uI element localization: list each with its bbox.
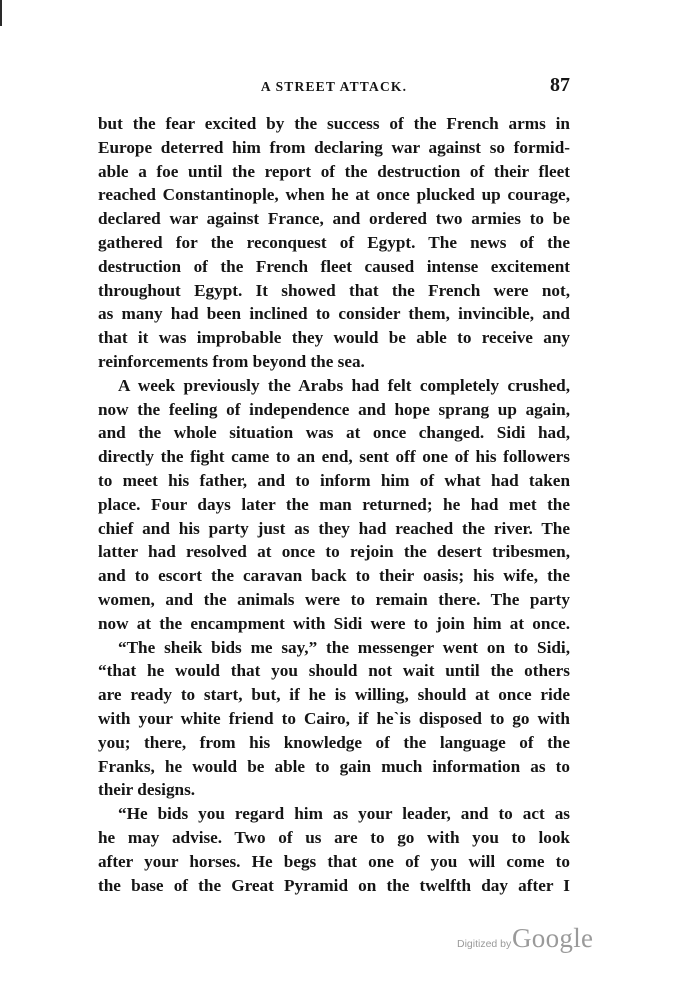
watermark-prefix: Digitized by bbox=[457, 938, 512, 950]
text-line: now at the encampment with Sidi were to join him at once. bbox=[98, 613, 570, 633]
page-header bbox=[98, 76, 570, 98]
page-number: 87 bbox=[550, 74, 570, 96]
text-line: with your white friend to Cairo, if he`is disposed to go with bbox=[98, 708, 570, 728]
text-line: “He bids you regard him as your leader, and to act as bbox=[118, 804, 570, 824]
text-line: you; there, from his knowledge of the language of the bbox=[98, 732, 570, 752]
text-line: directly the fight came to an end, sent off one of his followers bbox=[98, 447, 570, 467]
text-line: the base of the Great Pyramid on the twelfth day after I bbox=[98, 875, 570, 895]
text-line: destruction of the French fleet caused intense excitement bbox=[98, 256, 570, 276]
text-line: as many had been inclined to consider them, invincible, and bbox=[98, 304, 570, 324]
page-edge-rule bbox=[0, 0, 2, 26]
text-line: able a foe until the report of the destruction of their fleet bbox=[98, 161, 570, 181]
text-line: are ready to start, but, if he is willing, should at once ride bbox=[98, 685, 570, 705]
text-line: declared war against France, and ordered two armies to be bbox=[98, 209, 570, 229]
text-line: and the whole situation was at once changed. Sidi had, bbox=[98, 423, 570, 443]
text-line: now the feeling of independence and hope sprang up again, bbox=[98, 399, 570, 419]
text-line: chief and his party just as they had reached the river. The bbox=[98, 518, 570, 538]
body-text bbox=[98, 112, 570, 897]
text-line: their designs. bbox=[98, 780, 196, 800]
text-line: latter had resolved at once to rejoin the desert tribesmen, bbox=[98, 542, 570, 562]
text-line: women, and the animals were to remain there. The party bbox=[98, 589, 570, 609]
google-watermark bbox=[457, 920, 617, 960]
text-line: gathered for the reconquest of Egypt. The news of the bbox=[98, 232, 570, 252]
text-line: “that he would that you should not wait until the others bbox=[98, 661, 570, 681]
text-line: reinforcements from beyond the sea. bbox=[98, 351, 365, 371]
text-line: and to escort the caravan back to their oasis; his wife, the bbox=[98, 566, 570, 586]
text-line: A week previously the Arabs had felt completely crushed, bbox=[118, 375, 570, 395]
running-title: A STREET ATTACK. bbox=[260, 79, 408, 94]
text-line: reached Constantinople, when he at once plucked up courage, bbox=[98, 185, 570, 205]
text-line: after your horses. He begs that one of you will come to bbox=[98, 851, 570, 871]
google-logo: Google bbox=[512, 923, 594, 953]
text-line: he may advise. Two of us are to go with you to look bbox=[98, 827, 570, 847]
text-line: place. Four days later the man returned; he had met the bbox=[98, 494, 570, 514]
text-line: to meet his father, and to inform him of what had taken bbox=[98, 470, 570, 490]
text-line: Franks, he would be able to gain much information as to bbox=[98, 756, 570, 776]
text-line: that it was improbable they would be able to receive any bbox=[98, 328, 570, 348]
text-line: throughout Egypt. It showed that the French were not, bbox=[98, 280, 570, 300]
text-line: Europe deterred him from declaring war against so formid- bbox=[98, 137, 570, 157]
text-line: but the fear excited by the success of the French arms in bbox=[98, 114, 570, 133]
text-line: “The sheik bids me say,” the messenger went on to Sidi, bbox=[118, 637, 570, 657]
